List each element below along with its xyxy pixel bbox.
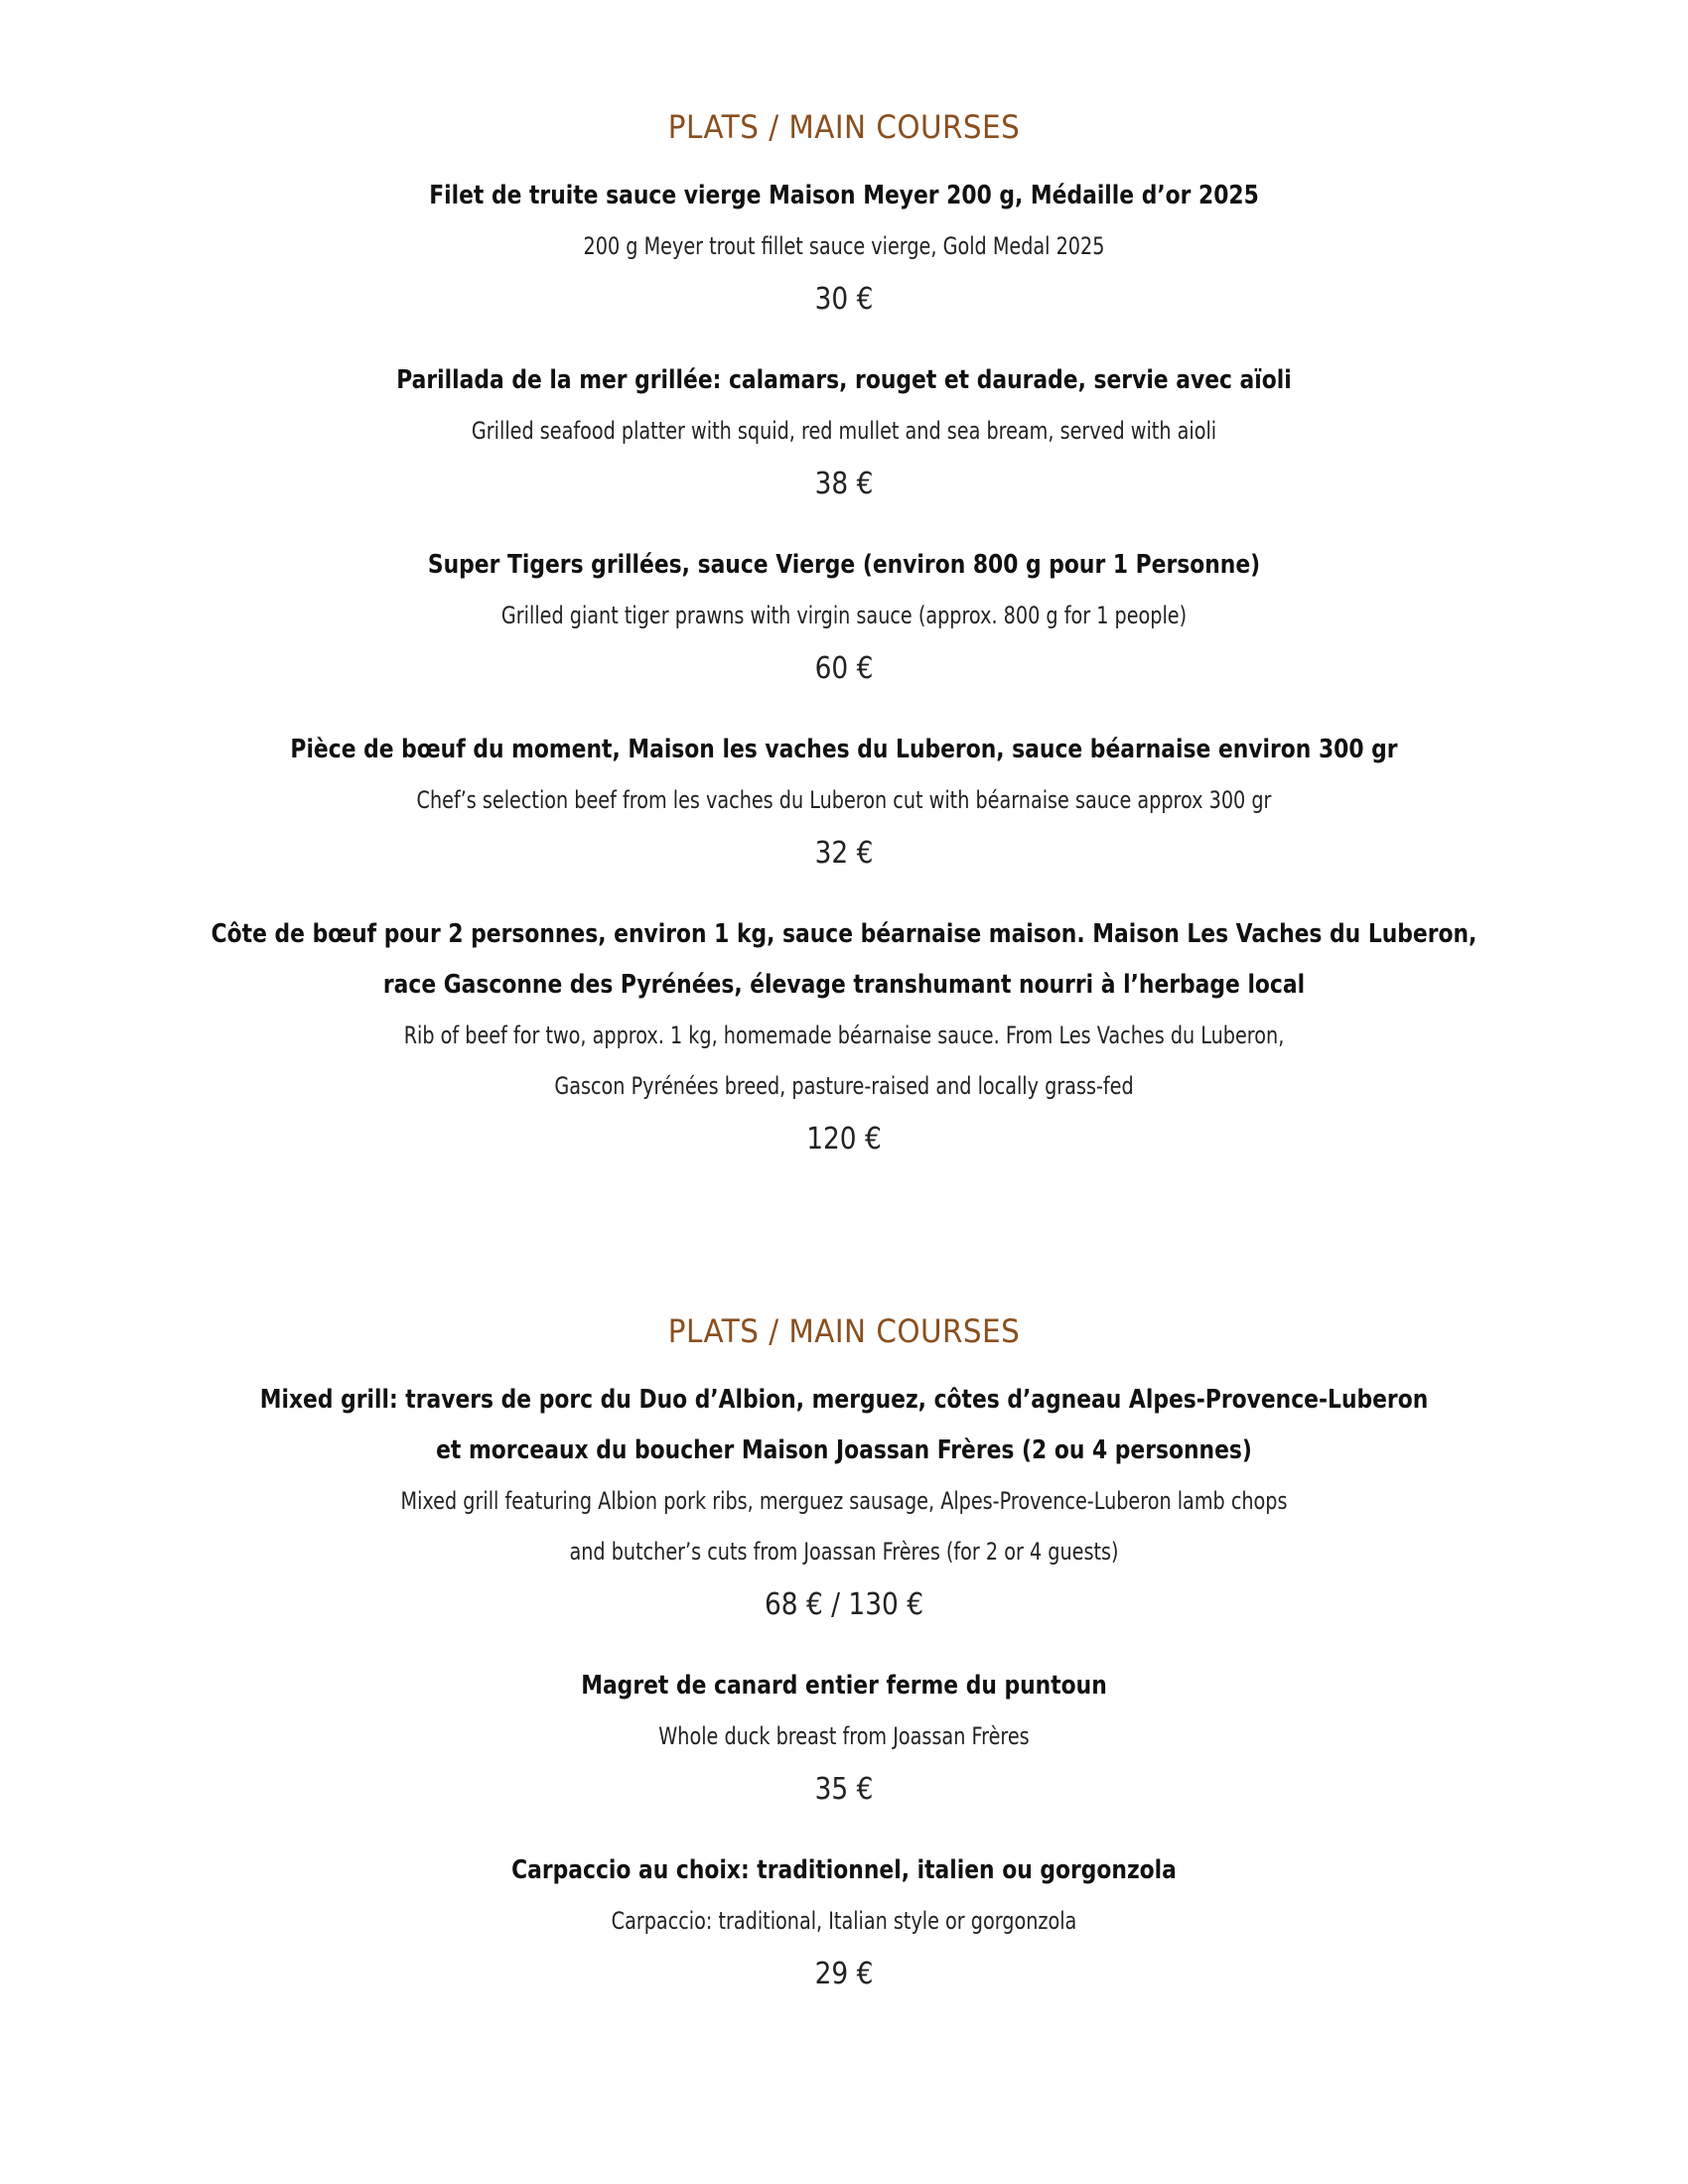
menu-item bbox=[0, 1375, 1688, 1633]
item-description: Chef’s selection beef from les vaches du Luberon cut with béarnaise sauce approx 300 gr bbox=[416, 786, 1272, 814]
menu-item bbox=[0, 355, 1688, 512]
item-name: Super Tigers grillées, sauce Vierge (environ 800 g pour 1 Personne) bbox=[427, 550, 1261, 580]
menu-section bbox=[0, 101, 1688, 1195]
item-description-line-2: and butcher’s cuts from Joassan Frères (for 2 or 4 guests) bbox=[569, 1538, 1119, 1566]
menu-item bbox=[0, 540, 1688, 697]
menu-section bbox=[0, 1305, 1688, 2030]
section-title: PLATS / MAIN COURSES bbox=[667, 1312, 1021, 1350]
item-name: Parillada de la mer grillée: calamars, rouget et daurade, servie avec aïoli bbox=[396, 365, 1292, 395]
item-name: Pièce de bœuf du moment, Maison les vaches du Luberon, sauce béarnaise environ 300 gr bbox=[290, 735, 1398, 764]
item-name: Filet de truite sauce vierge Maison Meyer 200 g, Médaille d’or 2025 bbox=[429, 181, 1259, 210]
item-price: 120 € bbox=[806, 1122, 882, 1157]
item-name: Côte de bœuf pour 2 personnes, environ 1 kg, sauce béarnaise maison. Maison Les Vaches du Luberon, bbox=[211, 919, 1477, 949]
item-description: Whole duck breast from Joassan Frères bbox=[658, 1722, 1030, 1750]
item-description: 200 g Meyer trout fillet sauce vierge, Gold Medal 2025 bbox=[583, 232, 1105, 260]
item-description: Mixed grill featuring Albion pork ribs, merguez sausage, Alpes-Provence-Luberon lamb chops bbox=[400, 1487, 1288, 1515]
item-price: 30 € bbox=[814, 282, 874, 317]
menu-item bbox=[0, 909, 1688, 1167]
item-name: Magret de canard entier ferme du puntoun bbox=[581, 1671, 1107, 1701]
item-price: 35 € bbox=[814, 1772, 874, 1807]
item-name-line-2: et morceaux du boucher Maison Joassan Frères (2 ou 4 personnes) bbox=[436, 1435, 1252, 1465]
section-title: PLATS / MAIN COURSES bbox=[667, 108, 1021, 146]
menu-item bbox=[0, 171, 1688, 328]
menu-item bbox=[0, 1845, 1688, 2002]
item-description: Carpaccio: traditional, Italian style or gorgonzola bbox=[611, 1907, 1077, 1935]
menu-item bbox=[0, 725, 1688, 882]
menu-item bbox=[0, 1661, 1688, 1818]
item-description-line-2: Gascon Pyrénées breed, pasture-raised and locally grass-fed bbox=[554, 1072, 1134, 1100]
item-name-line-2: race Gasconne des Pyrénées, élevage transhumant nourri à l’herbage local bbox=[382, 970, 1306, 1000]
item-description: Grilled giant tiger prawns with virgin sauce (approx. 800 g for 1 people) bbox=[500, 602, 1188, 629]
item-price: 38 € bbox=[814, 467, 874, 501]
item-description: Grilled seafood platter with squid, red mullet and sea bream, served with aioli bbox=[471, 417, 1217, 445]
item-price: 32 € bbox=[814, 836, 874, 871]
item-description: Rib of beef for two, approx. 1 kg, homemade béarnaise sauce. From Les Vaches du Luberon, bbox=[403, 1022, 1285, 1049]
item-name: Mixed grill: travers de porc du Duo d’Albion, merguez, côtes d’agneau Alpes-Provence-Luberon bbox=[259, 1385, 1429, 1415]
item-price: 68 € / 130 € bbox=[764, 1587, 924, 1622]
item-price: 60 € bbox=[814, 651, 874, 686]
item-name: Carpaccio au choix: traditionnel, italien ou gorgonzola bbox=[511, 1855, 1177, 1885]
item-price: 29 € bbox=[814, 1957, 874, 1991]
